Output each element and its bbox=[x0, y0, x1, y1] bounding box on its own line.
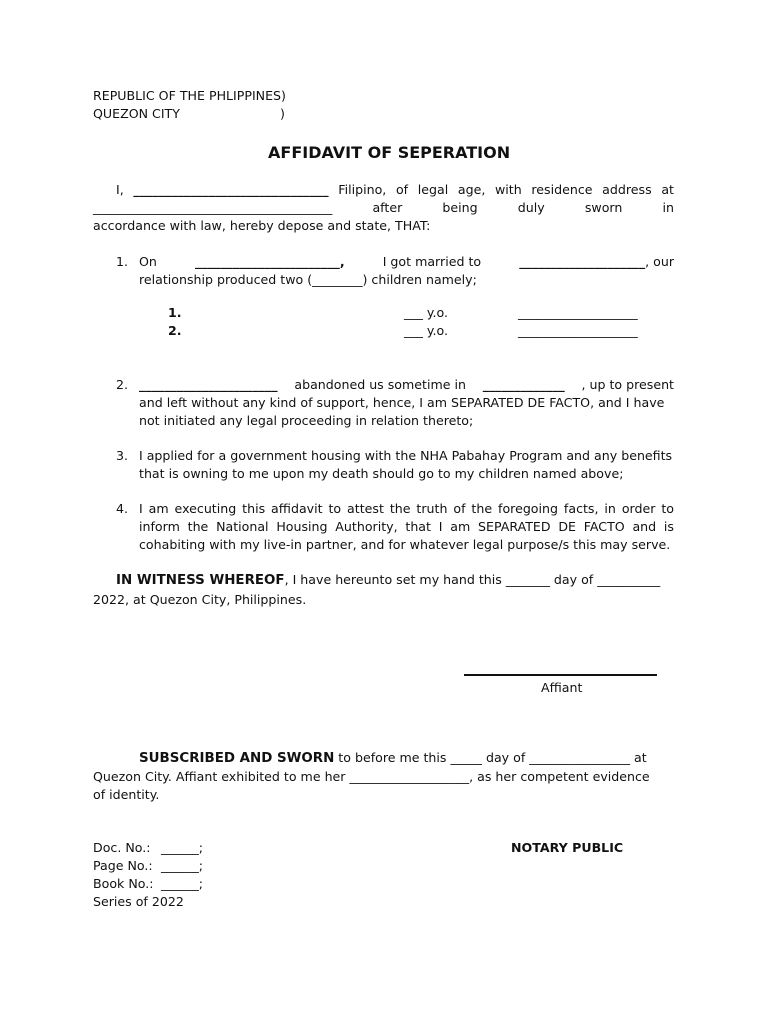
item-1-date-blank: _______________________, bbox=[195, 254, 345, 269]
intro-line-1 bbox=[93, 181, 674, 199]
child-1-blank: ___________________ bbox=[518, 305, 638, 320]
intro-after-address: after being duly sworn in bbox=[372, 200, 675, 215]
item-4-number: 4. bbox=[116, 501, 129, 516]
witness-text: , I have hereunto set my hand this _______ day of __________ bbox=[284, 572, 661, 587]
item-2-text-a: abandoned us sometime in bbox=[294, 377, 466, 392]
affiant-signature-line bbox=[464, 674, 657, 676]
subscribed-bold: SUBSCRIBED AND SWORN bbox=[139, 751, 335, 766]
book-no-blank: ______; bbox=[161, 876, 204, 891]
item-3-line-1: I applied for a government housing with the NHA Pabahay Program and any benefits bbox=[139, 448, 673, 463]
item-3-number: 3. bbox=[116, 448, 129, 463]
doc-no-label: Doc. No.: bbox=[93, 840, 151, 855]
subscribed-line-1 bbox=[93, 749, 674, 768]
item-4-line-3: cohabiting with my live-in partner, and for whatever legal purpose/s this may serve. bbox=[139, 537, 671, 552]
page-no-label: Page No.: bbox=[93, 858, 153, 873]
intro-name-blank: _______________________________ bbox=[133, 182, 329, 197]
item-2-line-3: not initiated any legal proceeding in relation thereto; bbox=[139, 413, 474, 428]
notary-public-label: NOTARY PUBLIC bbox=[511, 840, 624, 855]
item-4 bbox=[116, 500, 674, 554]
item-1-spouse-blank: ____________________ bbox=[519, 254, 646, 269]
page-no-blank: ______; bbox=[161, 858, 204, 873]
doc-no-blank: ______; bbox=[161, 840, 204, 855]
item-3 bbox=[116, 447, 674, 483]
item-1 bbox=[116, 253, 674, 289]
child-1-number: 1. bbox=[168, 305, 182, 320]
item-1-number: 1. bbox=[116, 254, 129, 269]
item-1-line-2: relationship produced two (________) children namely; bbox=[139, 272, 477, 287]
item-2 bbox=[116, 376, 674, 430]
witness-line-2: 2022, at Quezon City, Philippines. bbox=[93, 592, 307, 607]
item-2-name-blank: ______________________ bbox=[139, 377, 278, 392]
header-city-paren: ) bbox=[280, 106, 285, 121]
item-1-on: On bbox=[139, 254, 157, 269]
item-4-line-1: I am executing this affidavit to attest the truth of the foregoing facts, in order to bbox=[139, 501, 674, 516]
series-label: Series of 2022 bbox=[93, 894, 184, 909]
intro-after-name: Filipino, of legal age, with residence address at bbox=[338, 182, 674, 197]
affiant-label: Affiant bbox=[541, 680, 583, 695]
book-no-label: Book No.: bbox=[93, 876, 154, 891]
item-3-line-2: that is owning to me upon my death should go to my children named above; bbox=[139, 466, 624, 481]
item-2-number: 2. bbox=[116, 377, 129, 392]
intro-line-2 bbox=[93, 199, 674, 217]
item-2-line-1 bbox=[139, 376, 674, 394]
item-1-our: , our bbox=[645, 254, 674, 269]
intro-line-3: accordance with law, hereby depose and state, THAT: bbox=[93, 218, 431, 233]
witness-line-1 bbox=[93, 571, 674, 590]
item-1-married-text: I got married to bbox=[382, 254, 482, 269]
item-4-line-2: inform the National Housing Authority, that I am SEPARATED DE FACTO and is bbox=[139, 519, 674, 534]
item-1-spouse bbox=[519, 253, 674, 271]
subscribed-line-3: of identity. bbox=[93, 787, 160, 802]
child-2-age: ___ y.o. bbox=[404, 323, 449, 338]
item-2-text-b: , up to present bbox=[581, 377, 674, 392]
item-1-line-1 bbox=[139, 253, 674, 271]
header-city: QUEZON CITY bbox=[93, 106, 180, 121]
child-1-age: ___ y.o. bbox=[404, 305, 449, 320]
subscribed-text: to before me this _____ day of ________________ at bbox=[334, 750, 647, 765]
witness-bold: IN WITNESS WHEREOF bbox=[116, 573, 285, 588]
child-2-blank: ___________________ bbox=[518, 323, 638, 338]
item-2-time-blank: _____________ bbox=[482, 377, 565, 392]
subscribed-line-2: Quezon City. Affiant exhibited to me her ___________________, as her competent evidence bbox=[93, 769, 650, 784]
intro-address-blank: ______________________________________ bbox=[93, 200, 333, 215]
document-title: AFFIDAVIT OF SEPERATION bbox=[268, 143, 511, 162]
child-2-number: 2. bbox=[168, 323, 182, 338]
intro-i: I, bbox=[116, 182, 124, 197]
header-republic: REPUBLIC OF THE PHLIPPINES) bbox=[93, 88, 286, 103]
item-2-line-2: and left without any kind of support, hence, I am SEPARATED DE FACTO, and I have bbox=[139, 395, 665, 410]
